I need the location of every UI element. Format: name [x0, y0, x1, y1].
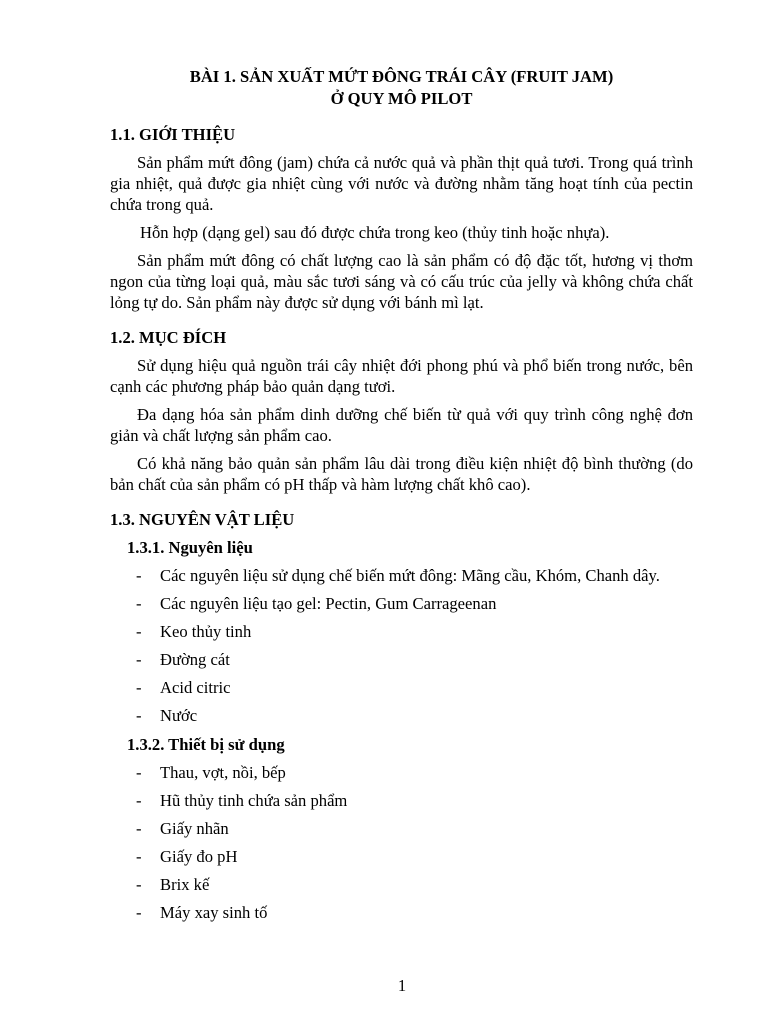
list-marker: - [136, 650, 142, 669]
list-item [110, 818, 693, 839]
section-heading-introduction: 1.1. GIỚI THIỆU [110, 125, 236, 144]
list-marker: - [136, 791, 142, 810]
list-item-text: Đường cát [160, 650, 230, 669]
list-marker: - [136, 706, 142, 725]
list-marker: - [136, 903, 142, 922]
list-item-text: Keo thủy tinh [160, 622, 252, 641]
purpose-paragraph-2: Đa dạng hóa sản phẩm dinh dưỡng chế biến từ quả với quy trình công nghệ đơn giản và chất lượng sản phẩm cao. [110, 405, 693, 445]
page-number: 1 [397, 976, 407, 995]
list-item [110, 790, 693, 811]
intro-paragraph-1: Sản phẩm mứt đông (jam) chứa cả nước quả và phần thịt quả tươi. Trong quá trình gia nhiệt, quả được gia nhiệt cùng với nước và đường nhằm tăng hoạt tính của pectin chứa trong quả. [110, 153, 693, 214]
list-item-text: Giấy nhãn [160, 819, 229, 838]
intro-paragraph-2: Hỗn hợp (dạng gel) sau đó được chứa trong keo (thủy tinh hoặc nhựa). [140, 223, 610, 242]
section-heading-materials: 1.3. NGUYÊN VẬT LIỆU [110, 510, 295, 529]
title-line-2: Ở QUY MÔ PILOT [330, 89, 473, 108]
list-item [110, 705, 693, 726]
page-content [110, 66, 693, 930]
intro-paragraph-3: Sản phẩm mứt đông có chất lượng cao là sản phẩm có độ đặc tốt, hương vị thơm ngon của từng loại quả, màu sắc tươi sáng và có cấu trúc của jelly và không chứa chất lỏng tự do. Sản phẩm này được sử dụng với bánh mì lạt. [110, 251, 693, 312]
list-marker: - [136, 678, 142, 697]
equipment-list [110, 762, 693, 923]
list-item [110, 677, 693, 698]
list-marker: - [136, 566, 142, 585]
list-item [110, 565, 693, 586]
list-item-text: Các nguyên liệu sử dụng chế biến mứt đông: Mãng cầu, Khóm, Chanh dây. [160, 566, 660, 585]
subsection-heading-equipment: 1.3.2. Thiết bị sử dụng [127, 735, 285, 754]
list-item-text: Brix kế [160, 875, 210, 894]
list-marker: - [136, 847, 142, 866]
list-item-text: Các nguyên liệu tạo gel: Pectin, Gum Carrageenan [160, 594, 497, 613]
list-item [110, 649, 693, 670]
list-item-text: Acid citric [160, 678, 231, 697]
list-item-text: Thau, vợt, nồi, bếp [160, 763, 286, 782]
list-item [110, 621, 693, 642]
list-marker: - [136, 819, 142, 838]
list-item [110, 902, 693, 923]
list-item [110, 593, 693, 614]
purpose-paragraph-1: Sử dụng hiệu quả nguồn trái cây nhiệt đới phong phú và phổ biến trong nước, bên cạnh các phương pháp bảo quản dạng tươi. [110, 356, 693, 396]
subsection-heading-ingredients: 1.3.1. Nguyên liệu [127, 538, 253, 557]
list-item-text: Nước [160, 706, 198, 725]
title-line-1: BÀI 1. SẢN XUẤT MỨT ĐÔNG TRÁI CÂY (FRUIT JAM) [189, 67, 614, 86]
list-marker: - [136, 875, 142, 894]
list-item [110, 846, 693, 867]
purpose-paragraph-3: Có khả năng bảo quản sản phẩm lâu dài trong điều kiện nhiệt độ bình thường (do bản chất của sản phẩm có pH thấp và hàm lượng chất khô cao). [110, 454, 693, 494]
list-item-text: Máy xay sinh tố [160, 903, 268, 922]
list-item-text: Hũ thủy tinh chứa sản phẩm [160, 791, 348, 810]
list-marker: - [136, 763, 142, 782]
list-marker: - [136, 622, 142, 641]
ingredients-list [110, 565, 693, 726]
list-item [110, 874, 693, 895]
list-item-text: Giấy đo pH [160, 847, 238, 866]
list-item [110, 762, 693, 783]
section-heading-purpose: 1.2. MỤC ĐÍCH [110, 328, 227, 347]
document-title [110, 66, 693, 110]
list-marker: - [136, 594, 142, 613]
